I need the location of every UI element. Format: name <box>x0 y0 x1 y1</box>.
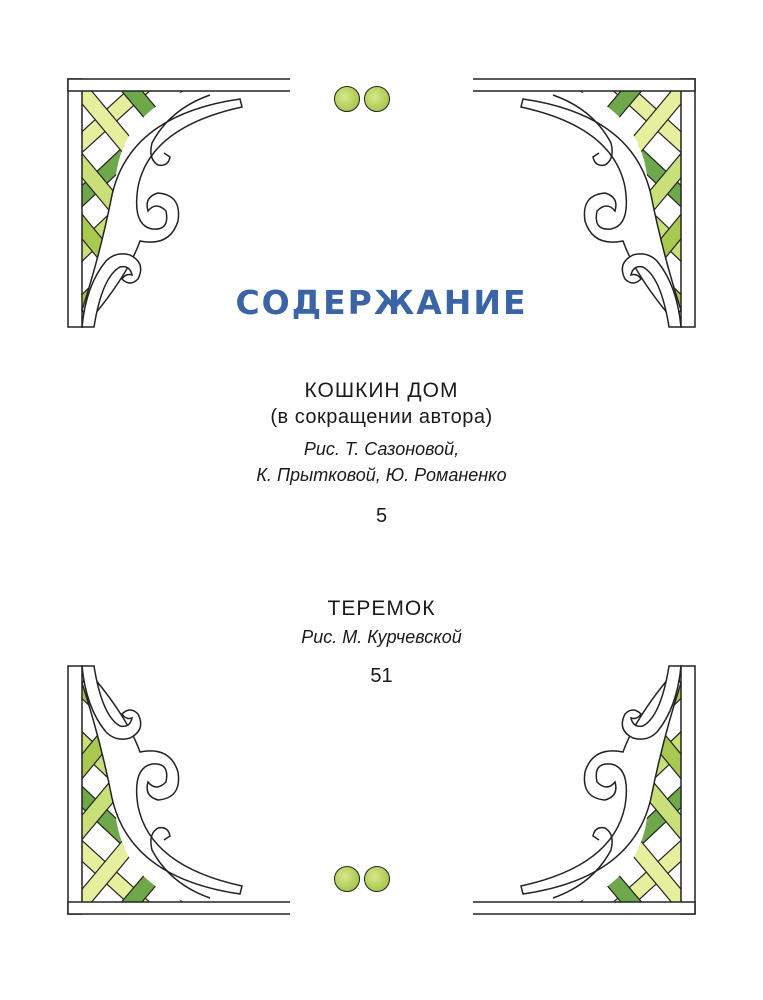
toc-entry <box>0 596 763 688</box>
entry-page-number[interactable]: 51 <box>370 665 393 687</box>
entry-note: (в сокращении автора) <box>270 406 493 428</box>
green-knob-icon <box>334 866 360 892</box>
entry-title: ТЕРЕМОК <box>327 597 436 620</box>
entry-title: КОШКИН ДОМ <box>304 379 459 402</box>
entry-page-number[interactable]: 5 <box>375 505 388 527</box>
green-knob-icon <box>364 866 390 892</box>
entry-illustrators: Рис. Т. Сазоновой, К. Прытковой, Ю. Романенко <box>256 439 507 485</box>
page-title: СОДЕРЖАНИЕ <box>235 283 528 322</box>
entry-illustrators: Рис. М. Курчевской <box>301 627 462 647</box>
green-knob-icon <box>334 86 360 112</box>
toc-entry <box>0 378 763 528</box>
lattice-corner-icon <box>60 648 290 918</box>
lattice-corner-icon <box>473 648 703 918</box>
green-knob-icon <box>364 86 390 112</box>
